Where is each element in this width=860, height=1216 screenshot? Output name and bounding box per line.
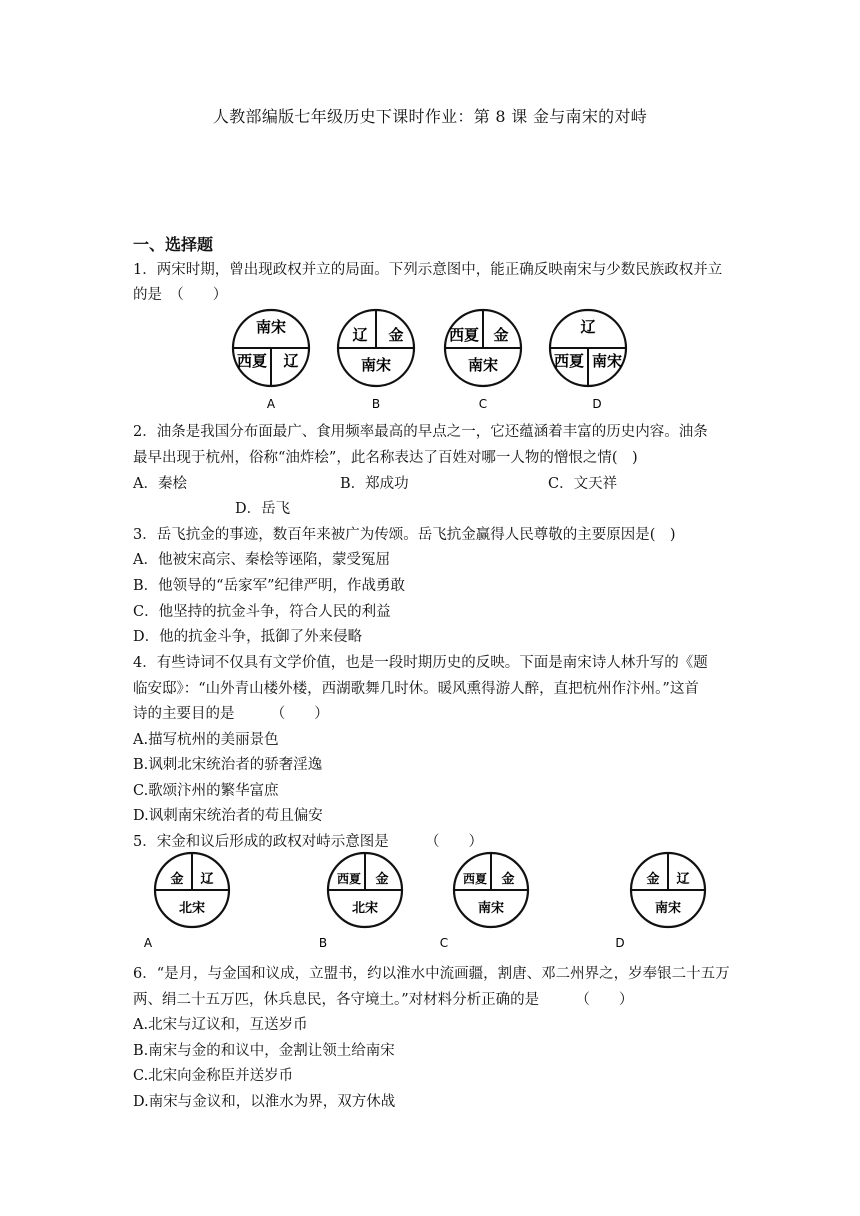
q1-a-top: 南宋: [255, 318, 287, 336]
q3-option-b: B．他领导的“岳家军”纪律严明，作战勇敢: [133, 578, 405, 594]
q3-option-a: A．他被宋高宗、秦桧等诬陷，蒙受冤屈: [133, 552, 390, 568]
q5-a-bottom: 北宋: [178, 901, 206, 916]
q4-line3: 诗的主要目的是 （ ）: [133, 706, 329, 722]
page-title: 人教部编版七年级历史下课时作业：第 8 课 金与南宋的对峙: [212, 107, 648, 126]
q4-line1: 4．有些诗词不仅具有文学价值，也是一段时期历史的反映。下面是南宋诗人林升写的《题: [133, 655, 708, 671]
q1-a-bl: 西夏: [236, 352, 268, 370]
q5-diagram-d: [631, 853, 705, 927]
q5-label-a: A: [143, 936, 153, 950]
q5-c-tr: 金: [501, 872, 515, 887]
q5-b-bottom: 北宋: [351, 901, 379, 916]
q5-b-tl: 西夏: [336, 872, 362, 886]
q4-option-c: C.歌颂汴州的繁华富庶: [133, 783, 279, 799]
q3-line1: 3．岳飞抗金的事迹，数百年来被广为传颂。岳飞抗金赢得人民尊敬的主要原因是( ): [133, 527, 676, 543]
q5-b-tr: 金: [375, 872, 389, 887]
section-heading: 一、选择题: [133, 235, 214, 254]
q1-b-tr: 金: [388, 326, 404, 344]
q1-diagrams: [0, 300, 860, 415]
q1-label-c: C: [478, 397, 488, 411]
q6-option-a: A.北宋与辽议和，互送岁币: [133, 1017, 308, 1033]
q5-diagram-a: [155, 853, 229, 927]
q3-option-d: D．他的抗金斗争，抵御了外来侵略: [133, 629, 363, 645]
q1-b-tl: 辽: [352, 326, 368, 344]
q5-diagram-b: [328, 853, 402, 927]
q2-option-d: D．岳飞: [235, 501, 291, 517]
q1-c-bottom: 南宋: [467, 356, 499, 374]
q4-option-d: D.讽刺南宋统治者的苟且偏安: [133, 808, 323, 824]
q5-a-tr: 辽: [200, 872, 214, 887]
q1-diagram-c: [445, 310, 521, 386]
q4-line2: 临安邸》：“山外青山楼外楼，西湖歌舞几时休。暖风熏得游人醉，直把杭州作汴州。”这首: [133, 681, 699, 697]
q5-d-tl: 金: [646, 872, 660, 887]
q2-line2: 最早出现于杭州，俗称“油炸桧”，此名称表达了百姓对哪一人物的憎恨之情( ): [133, 450, 638, 466]
q6-line1: 6．“是月，与金国和议成，立盟书，约以淮水中流画疆，割唐、邓二州界之，岁奉银二十五万: [133, 966, 730, 982]
q1-d-br: 南宋: [591, 352, 623, 370]
q2-line1: 2．油条是我国分布面最广、食用频率最高的早点之一，它还蕴涵着丰富的历史内容。油条: [133, 424, 708, 440]
q5-line1: 5．宋金和议后形成的政权对峙示意图是 （ ）: [133, 834, 483, 850]
q1-diagram-a: [233, 310, 309, 386]
q6-option-d: D.南宋与金议和，以淮水为界，双方休战: [133, 1094, 396, 1110]
q1-label-a: A: [266, 397, 276, 411]
q1-diagram-b: [338, 310, 414, 386]
q2-option-b: B．郑成功: [340, 476, 409, 492]
q2-option-c: C．文天祥: [548, 476, 618, 492]
q1-d-top: 辽: [580, 318, 596, 336]
q1-d-bl: 西夏: [553, 352, 585, 370]
q5-d-bottom: 南宋: [654, 901, 682, 916]
q1-diagram-d: [550, 310, 626, 386]
q1-a-br: 辽: [283, 352, 299, 370]
q5-d-tr: 辽: [676, 872, 690, 887]
q5-c-bottom: 南宋: [477, 901, 505, 916]
q1-label-d: D: [592, 397, 602, 411]
q6-line2: 两、绢二十五万匹，休兵息民，各守境土。”对材料分析正确的是 （ ）: [133, 992, 634, 1008]
q4-option-b: B.讽刺北宋统治者的骄奢淫逸: [133, 757, 323, 773]
q2-option-a: A．秦桧: [133, 476, 187, 492]
q5-c-tl: 西夏: [462, 872, 488, 886]
q5-label-b: B: [318, 936, 328, 950]
q1-b-bottom: 南宋: [360, 356, 392, 374]
q5-a-tl: 金: [170, 872, 184, 887]
q1-c-tr: 金: [493, 326, 509, 344]
q4-option-a: A.描写杭州的美丽景色: [133, 732, 279, 748]
q1-label-b: B: [371, 397, 381, 411]
q1-c-tl: 西夏: [448, 326, 480, 344]
q5-diagrams: [0, 850, 860, 950]
q5-diagram-c: [454, 853, 528, 927]
q6-option-b: B.南宋与金的和议中，金割让领土给南宋: [133, 1043, 395, 1059]
q5-label-d: D: [615, 936, 625, 950]
q3-option-c: C．他坚持的抗金斗争，符合人民的利益: [133, 604, 391, 620]
q5-label-c: C: [439, 936, 449, 950]
q1-line1: 1．两宋时期，曾出现政权并立的局面。下列示意图中，能正确反映南宋与少数民族政权并立: [133, 262, 723, 278]
q6-option-c: C.北宋向金称臣并送岁币: [133, 1068, 294, 1084]
q1-line2: 的是 （ ）: [133, 287, 228, 303]
